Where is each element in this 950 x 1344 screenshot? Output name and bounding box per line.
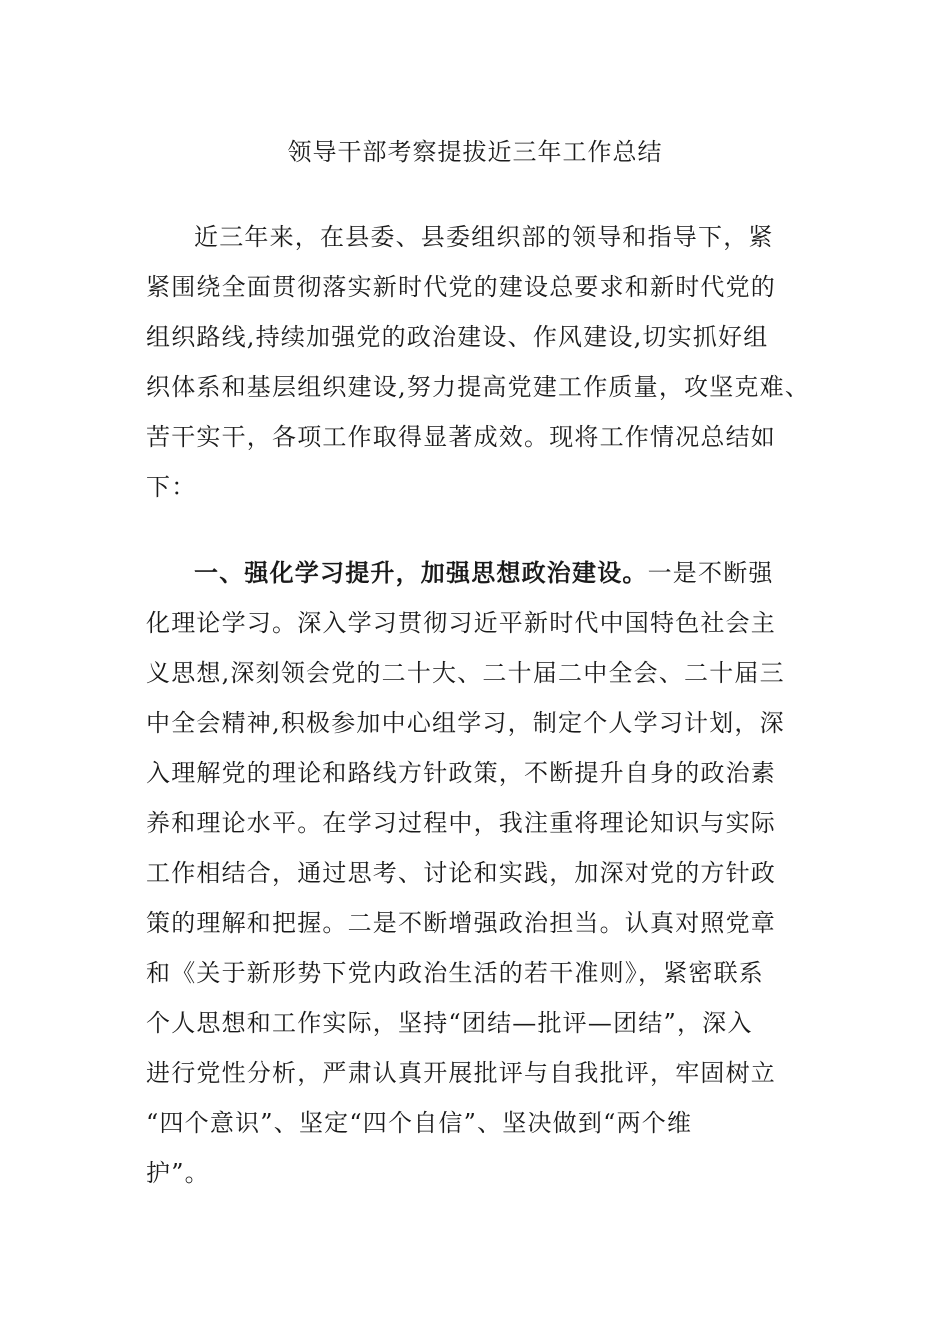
paragraph-line: 中全会精神,积极参加中心组学习，制定个人学习计划，深 bbox=[146, 709, 785, 737]
paragraph-line: 入理解党的理论和路线方针政策，不断提升自身的政治素 bbox=[146, 759, 776, 787]
section-1-first-line bbox=[146, 548, 806, 598]
paragraph-line: 义思想,深刻领会党的二十大、二十届二中全会、二十届三 bbox=[146, 659, 785, 687]
section-1-heading: 一、强化学习提升，加强思想政治建设。 bbox=[194, 559, 648, 587]
paragraph-line: 化理论学习。深入学习贯彻习近平新时代中国特色社会主 bbox=[146, 609, 776, 637]
document-title: 领导干部考察提拔近三年工作总结 bbox=[287, 138, 663, 166]
paragraph-line: 下： bbox=[146, 473, 197, 501]
section-1-first-line-rest: 一是不断强 bbox=[647, 559, 774, 587]
paragraph-line: 和《关于新形势下党内政治生活的若干准则》，紧密联系 bbox=[146, 959, 764, 987]
paragraph-line: 策的理解和把握。二是不断增强政治担当。认真对照党章 bbox=[146, 909, 776, 937]
paragraph-line: 紧围绕全面贯彻落实新时代党的建设总要求和新时代党的 bbox=[146, 273, 776, 301]
paragraph-line: 工作相结合，通过思考、讨论和实践，加深对党的方针政 bbox=[146, 859, 776, 887]
paragraph-line: 组织路线,持续加强党的政治建设、作风建设,切实抓好组 bbox=[146, 323, 769, 351]
paragraph-line: 护”。 bbox=[146, 1159, 210, 1187]
paragraph-line: “四个意识”、坚定“四个自信”、坚决做到“两个维 bbox=[146, 1109, 693, 1137]
paragraph-line: 进行党性分析，严肃认真开展批评与自我批评，牢固树立 bbox=[146, 1059, 776, 1087]
paragraph-line: 织体系和基层组织建设,努力提高党建工作质量，攻坚克难、 bbox=[146, 373, 811, 401]
paragraph-line: 近三年来，在县委、县委组织部的领导和指导下，紧 bbox=[194, 223, 774, 251]
section-1-paragraph bbox=[146, 548, 806, 1198]
paragraph-line: 个人思想和工作实际，坚持“团结—批评—团结”，深入 bbox=[146, 1009, 753, 1037]
paragraph-line: 苦干实干，各项工作取得显著成效。现将工作情况总结如 bbox=[146, 423, 776, 451]
paragraph-line: 养和理论水平。在学习过程中，我注重将理论知识与实际 bbox=[146, 809, 776, 837]
intro-paragraph bbox=[146, 212, 811, 512]
